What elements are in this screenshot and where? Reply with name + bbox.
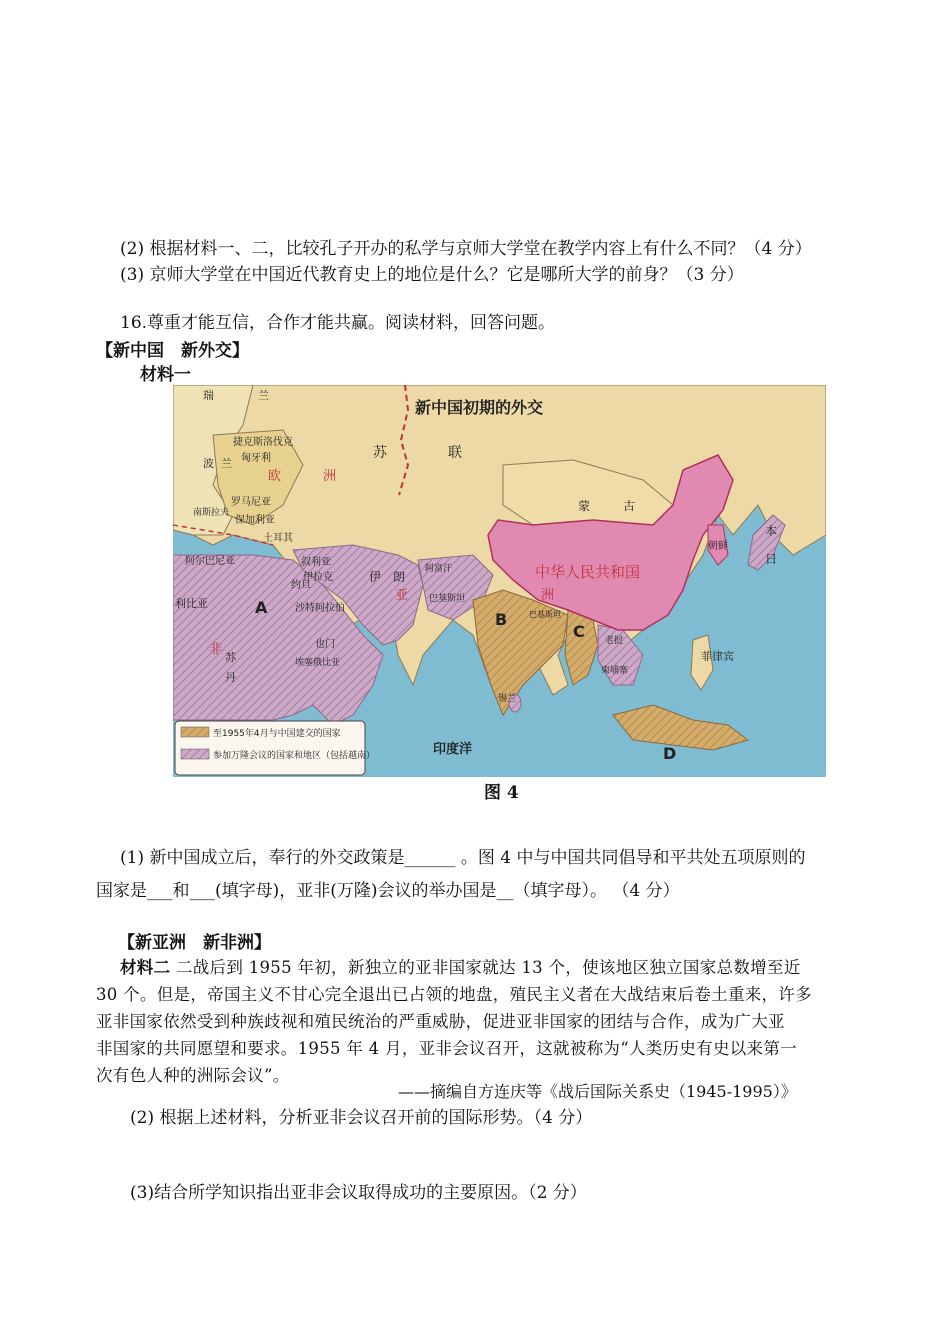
label-yinduyang: 印度洋 <box>433 742 473 757</box>
label-xuliya: 叙利亚 <box>301 557 331 568</box>
label-riben: 日 <box>765 552 778 566</box>
label-yemen: 也门 <box>315 639 335 650</box>
section-heading-new-asia-africa: 【新亚洲 新非洲】 <box>118 933 271 953</box>
label-fei: 非 <box>209 642 223 657</box>
material-2-line-3: 亚非国家依然受到种族歧视和殖民统治的严重威胁，促进亚非国家的团结与合作，成为广大亚 <box>96 1012 785 1031</box>
material-2-line-5: 次有色人种的洲际会议”。 <box>96 1066 290 1085</box>
label-baojialiya: 保加利亚 <box>235 515 275 526</box>
label-C: C <box>573 622 585 641</box>
label-riben2: 本 <box>765 524 778 538</box>
q16-sub-question-2: (2) 根据上述材料，分析亚非会议召开前的国际形势。（4 分） <box>130 1108 593 1128</box>
figure-caption: 图 4 <box>484 783 519 803</box>
label-bajisitan: 巴基斯坦 <box>429 594 466 604</box>
label-yilake: 伊拉克 <box>303 572 333 583</box>
q16-stem: 16.尊重才能互信，合作才能共赢。阅读材料，回答问题。 <box>120 313 556 333</box>
label-afuhan: 阿富汗 <box>425 564 453 574</box>
label-jieke: 捷克斯洛伐克 <box>233 437 293 448</box>
legend-established: 至1955年4月与中国建交的国家 <box>213 729 341 739</box>
label-bajisitan2: 巴基斯坦 <box>529 610 561 619</box>
label-zhou: 洲 <box>323 469 337 484</box>
label-B: B <box>495 610 508 629</box>
legend-swatch-bandung <box>181 749 209 759</box>
material-2-text-1: 二战后到 1955 年初，新独立的亚非国家就达 13 个，使该地区独立国家总数增至近 <box>175 958 801 977</box>
label-nansilafu: 南斯拉夫 <box>193 508 230 518</box>
label-chaoxian: 朝鲜 <box>708 541 728 552</box>
material-2-label: 材料二 <box>120 958 171 977</box>
material-2-line-4: 非国家的共同愿望和要求。1955 年 4 月，亚非会议召开，这就被称为“人类历史有史以来第一 <box>96 1039 797 1058</box>
material-2-source: ——摘编自方连庆等《战后国际关系史（1945-1995）》 <box>398 1082 797 1101</box>
label-xilan: 锡兰 <box>498 694 517 704</box>
label-xiongyali: 匈牙利 <box>241 453 271 464</box>
map-title: 新中国初期的外交 <box>415 398 544 417</box>
material-2-line-1 <box>120 954 801 981</box>
label-libiya: 利比亚 <box>175 597 208 610</box>
diplomacy-map <box>173 385 826 777</box>
q16-sub1-line2: 国家是___和___(填字母)，亚非(万隆)会议的举办国是__（填字母）。 （4 分） <box>96 881 680 901</box>
q15-sub-question-2: (2) 根据材料一、二，比较孔子开办的私学与京师大学堂在教学内容上有什么不同？（4 分） <box>120 239 812 259</box>
label-yilang-yi: 伊 <box>369 570 382 584</box>
legend-swatch-established <box>181 727 209 737</box>
label-shatealabo: 沙特阿拉伯 <box>295 603 345 614</box>
q16-sub1-line1: (1) 新中国成立后，奉行的外交政策是______ 。图 4 中与中国共同倡导和平共处五项原则的 <box>120 848 806 868</box>
label-ou: 欧 <box>268 469 282 484</box>
label-su: 苏 <box>373 445 387 461</box>
legend-bandung: 参加万隆会议的国家和地区（包括越南） <box>213 751 376 761</box>
label-lian: 联 <box>448 445 462 461</box>
label-bo: 波 <box>203 457 214 470</box>
material-1-label: 材料一 <box>140 365 191 385</box>
label-ya: 亚 <box>395 588 409 603</box>
q15-sub-question-3: (3) 京师大学堂在中国近代教育史上的地位是什么？它是哪所大学的前身？（3 分） <box>120 265 744 285</box>
label-aerbaniya: 阿尔巴尼亚 <box>185 556 235 567</box>
label-jianpuzhai: 柬埔寨 <box>601 666 629 676</box>
label-aisaiebiya: 埃塞俄比亚 <box>295 658 341 668</box>
label-sudan-su: 苏 <box>225 651 236 664</box>
label-menggu-meng: 蒙 <box>578 499 591 513</box>
label-sudan-dan: 丹 <box>225 671 236 684</box>
label-D: D <box>663 744 677 763</box>
label-A: A <box>255 598 268 617</box>
label-yilang-lang: 朗 <box>393 570 406 584</box>
material-2-line-2: 30 个。但是，帝国主义不甘心完全退出已占领的地盘，殖民主义者在大战结束后卷土重来，许多 <box>96 985 812 1004</box>
label-luomaniya: 罗马尼亚 <box>231 497 271 508</box>
label-lan: 兰 <box>258 389 269 402</box>
map-legend <box>175 721 375 775</box>
label-zhou2: 洲 <box>541 588 555 603</box>
label-lan2: 兰 <box>221 457 232 470</box>
label-feilvbin: 菲律宾 <box>701 650 734 663</box>
label-ruidian: 瑞 <box>203 389 214 402</box>
section-heading-new-diplomacy: 【新中国 新外交】 <box>96 341 249 361</box>
label-laowo: 老挝 <box>605 636 624 646</box>
map-svg <box>173 385 826 777</box>
q16-sub-question-3: (3)结合所学知识指出亚非会议取得成功的主要原因。（2 分） <box>130 1183 587 1203</box>
label-yuedan: 约旦 <box>291 580 311 591</box>
label-prc: 中华人民共和国 <box>535 563 641 581</box>
label-menggu-gu: 古 <box>623 499 636 513</box>
label-tuerqi: 土耳其 <box>263 533 293 544</box>
